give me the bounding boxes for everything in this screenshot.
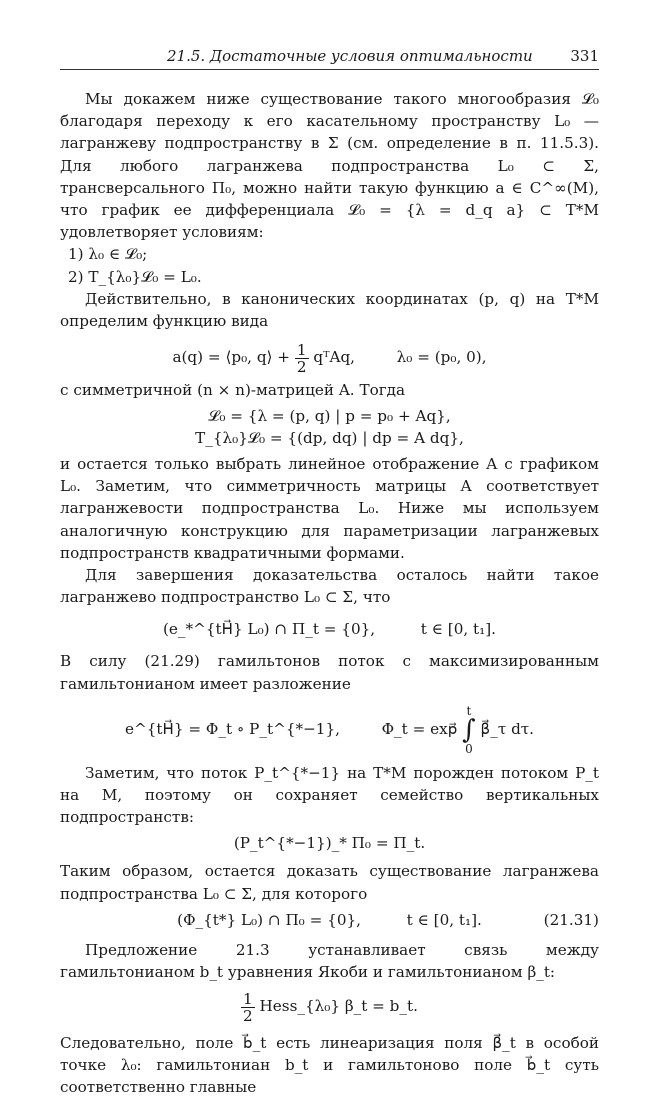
paragraph-7: Заметим, что поток P_t^{*−1} на T*M порожден потоком P_t на M, поэтому он сохраняет семейство вертикальных подпространств:: [60, 763, 599, 827]
page-number: 331: [570, 47, 599, 65]
equation-5: (P_t^{*−1})_* Π₀ = Π_t.: [233, 834, 426, 853]
equation-7: [60, 989, 599, 1024]
fraction-denominator: 2: [296, 357, 307, 376]
running-title: 21.5. Достаточные условия оптимальности: [167, 47, 533, 65]
paragraph-2: Действительно, в канонических координатах (p, q) на T*M определим функцию вида: [60, 289, 599, 331]
equation-2a: 𝓛₀ = {λ = (p, q) | p = p₀ + Aq},: [208, 406, 451, 425]
running-header: [60, 47, 599, 70]
paragraph-3: с симметричной (n × n)-матрицей A. Тогда: [60, 380, 406, 399]
equation-6-right: t ∈ [0, t₁].: [406, 910, 482, 929]
page-body: [60, 88, 599, 1098]
paragraph-1: Мы докажем ниже существование такого многообразия 𝓛₀ благодаря переходу к его касательному пространству L₀ — лагранжеву подпространству в Σ (см. определение в п. 11.5.3). Для любого лагранжева подпространства L₀ ⊂ Σ, трансверсального Π₀, можно найти такую функцию a ∈ C^∞(M), что график ее дифференциала 𝓛₀ = {λ = d_q a} ⊂ T*M удовлетворяет условиям:: [60, 90, 599, 242]
equation-1-right: λ₀ = (p₀, 0),: [396, 348, 487, 367]
equation-2b: T_{λ₀}𝓛₀ = {(dp, dq) | dp = A dq},: [195, 428, 464, 447]
integral-lower-limit: 0: [465, 741, 473, 756]
equation-4-mid: Φ_t = exp⃗: [381, 719, 458, 738]
equation-4: [60, 703, 599, 756]
equation-1: [60, 340, 599, 375]
integral-sign: [462, 704, 476, 756]
equation-1-left: a(q) = ⟨p₀, q⟩ +: [172, 348, 291, 367]
fraction-numerator: 1: [296, 340, 307, 359]
equation-7-fraction: [241, 991, 255, 1024]
list-item-2: 2) T_{λ₀}𝓛₀ = L₀.: [68, 267, 202, 286]
integral-symbol: ∫: [462, 714, 476, 745]
paragraph-8: Таким образом, остается доказать существование лагранжева подпространства L₀ ⊂ Σ, для которого: [60, 862, 599, 903]
paragraph-5: Для завершения доказательства осталось найти такое лагранжево подпространство L₀ ⊂ Σ, что: [60, 565, 599, 607]
equation-6-tag: (21.31): [543, 910, 599, 929]
paragraph-4: и остается только выбрать линейное отображение A с графиком L₀. Заметим, что симметричность матрицы A соответствует лагранжевости подпространства L₀. Ниже мы используем аналогичную конструкцию для параметризации лагранжевых подпространств квадратичными формами.: [60, 454, 599, 562]
paragraph-9: Предложение 21.3 устанавливает связь между гамильтонианом b_t уравнения Якоби и гамильтонианом β_t:: [60, 940, 599, 981]
equation-7-rest: Hess_{λ₀} β_t = b_t.: [259, 997, 418, 1016]
equation-3: [60, 618, 599, 640]
fraction-denominator: 2: [243, 1006, 253, 1025]
fraction-numerator: 1: [243, 989, 253, 1008]
equation-1-fraction: [295, 342, 309, 375]
paragraph-10: Следовательно, поле b⃗_t есть линеаризация поля β⃗_t в особой точке λ₀: гамильтониан b_t и гамильтоново поле b⃗_t суть соответственно главные: [60, 1033, 599, 1097]
equation-4-right: β⃗_τ dτ.: [480, 719, 535, 738]
equation-3-right: t ∈ [0, t₁].: [420, 620, 496, 639]
list-item-1: 1) λ₀ ∈ 𝓛₀;: [68, 245, 148, 264]
equation-6-left: (Φ_{t*} L₀) ∩ Π₀ = {0},: [177, 910, 361, 929]
equation-3-left: (e_*^{tH⃗} L₀) ∩ Π_t = {0},: [163, 620, 376, 639]
integral-upper-limit: t: [466, 703, 472, 718]
equation-4-left: e^{tH⃗} = Φ_t ∘ P_t^{*−1},: [124, 719, 340, 738]
equation-6: [60, 909, 599, 931]
paragraph-6: В силу (21.29) гамильтонов поток с максимизированным гамильтонианом имеет разложение: [60, 652, 599, 693]
equation-1-mid: qᵀAq,: [313, 348, 355, 367]
